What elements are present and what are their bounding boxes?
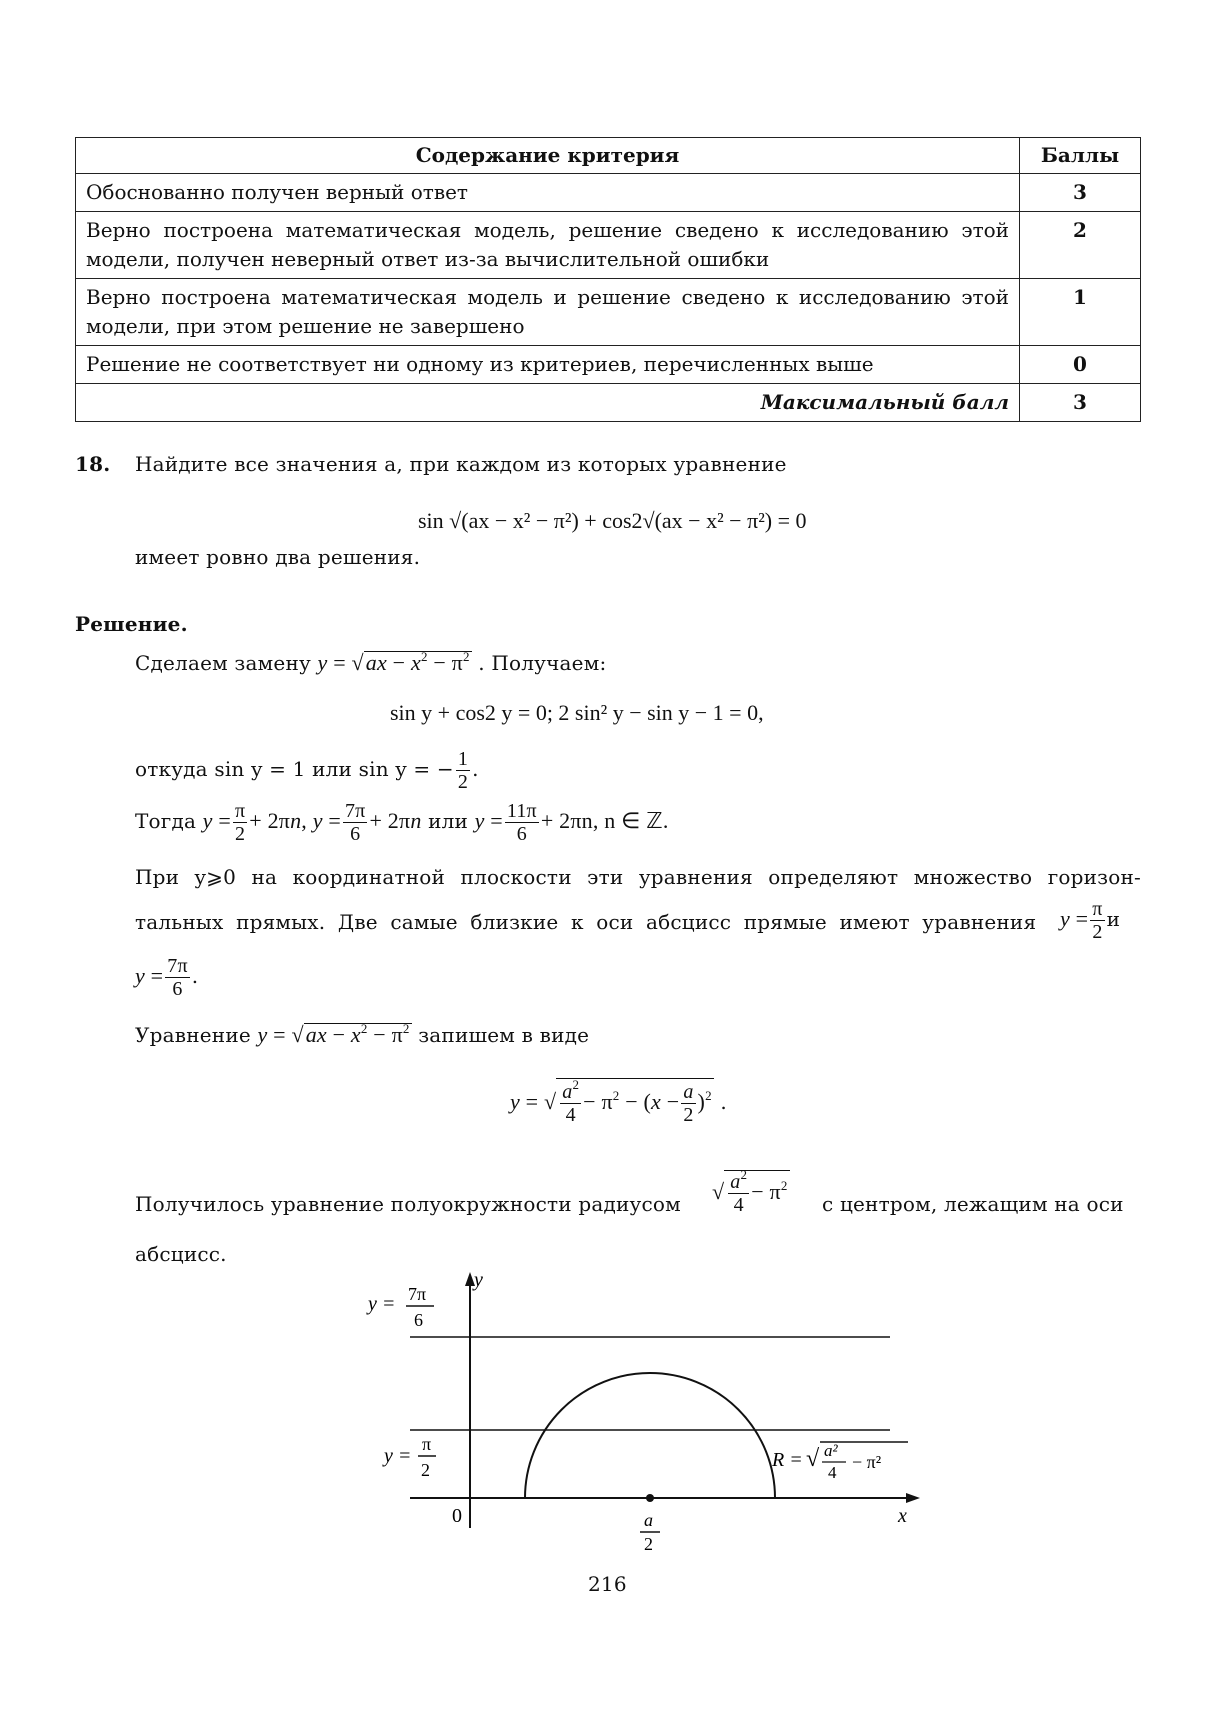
svg-text:− π²: − π² [852,1452,882,1472]
max-score-label: Максимальный балл [76,384,1020,422]
rewrite-text: запишем в виде [418,1023,590,1047]
solution-line-6 [135,910,1036,934]
solution-line-10-end: с центром, лежащим на оси [822,1192,1124,1216]
low-line-label: y = [384,1445,412,1467]
solution-line-2: sin y + cos2 y = 0; 2 sin² y − sin y − 1 = 0, [390,700,764,725]
page-number: 216 [588,1572,627,1596]
line-eq-pi-half: y = $\frac{\pi}{2}$ и [1060,898,1121,943]
x-axis-arrow [906,1493,920,1503]
semicircle [525,1373,775,1498]
table-row [76,346,1141,384]
solution-line-9: y = √ $\frac{a^2}{4}$ − $\pi^2 - (x$ − $\frac{a}{2}$ )$^2$ . [510,1077,727,1126]
table-header-row [76,138,1141,174]
problem-number: 18. [75,452,111,476]
solution-line-1: Сделаем замену $y = √ax - x^2 - \pi^2$ . Получаем: [135,649,607,675]
solution-line-5: При y⩾0 на координатной плоскости эти уравнения определяют множество горизон- [135,865,1141,889]
center-den: 2 [644,1534,653,1550]
low-line-den: 2 [421,1460,430,1480]
substitution-tail: . Получаем: [478,651,607,675]
lines-text: тальных прямых. Две самые близкие к оси абсцисс прямые имеют уравнения [135,910,1037,934]
radius-label: R = [772,1449,803,1471]
solution-heading: Решение. [75,612,188,636]
criterion-text: Верно построена математическая модель и решение сведено к исследованию этой модели, при этом решение не завершено [76,279,1020,346]
or-text: или [428,809,469,833]
top-line-den: 6 [414,1310,423,1330]
table-max-row [76,384,1141,422]
table-row [76,279,1141,346]
period-text: + 2πn, n ∈ ℤ. [540,808,669,833]
solution-line-4: Тогда y = $\frac{\pi}{2}$ + 2πn, y = $\frac{7\pi}{6}$ + 2πn или y = $\frac{11\pi}{6}$ + 2πn, n ∈ ℤ. [135,800,669,845]
center-num: a [644,1510,653,1530]
solution-line-8: Уравнение $y = √ax - x^2 - \pi^2$ запишем в виде [135,1021,590,1047]
svg-text:4: 4 [828,1463,837,1482]
top-line-label: y = [368,1293,396,1315]
radius-expression: √ $\frac{a^2}{4}$ − $\pi^2$ [712,1167,788,1216]
problem-statement-end: имеет ровно два решения. [135,545,421,569]
top-line-num: 7π [408,1284,427,1304]
origin-label: 0 [452,1505,462,1527]
solution-line-10 [135,1192,681,1216]
solution-line-7: y = $\frac{7\pi}{6}$ . [135,955,199,1000]
svg-text:√: √ [806,1446,820,1472]
table-row [76,174,1141,212]
problem-equation [418,508,807,534]
table-row [76,212,1141,279]
x-axis-label: x [898,1505,907,1527]
then-text: Тогда [135,809,197,833]
equation-right: + cos2√(ax − x² − π²) = 0 [584,508,807,533]
criterion-points: 2 [1020,212,1141,279]
solution-line-11: абсцисс. [135,1242,227,1266]
and-text: и [1106,907,1121,931]
solution-line-3: откуда sin y = 1 или sin y = − $\frac{1}{2}$ . [135,748,479,793]
sin-values-text: откуда sin y = 1 или sin y = − [135,757,454,781]
semicircle-text: Получилось уравнение полуокружности радиусом [135,1192,681,1216]
semicircle-figure [360,1270,920,1550]
criterion-points: 3 [1020,174,1141,212]
svg-text:a²: a² [824,1441,838,1460]
low-line-num: π [422,1434,432,1454]
y-axis-label: y [474,1270,483,1291]
substitution-text: Сделаем замену [135,651,311,675]
criterion-points: 1 [1020,279,1141,346]
criterion-text: Решение не соответствует ни одному из критериев, перечисленных выше [76,346,1020,384]
header-points: Баллы [1020,138,1141,174]
max-score-points: 3 [1020,384,1141,422]
criterion-text: Верно построена математическая модель, решение сведено к исследованию этой модели, получен неверный ответ из-за вычислительной ошибки [76,212,1020,279]
header-criteria: Содержание критерия [76,138,1020,174]
center-point [646,1494,654,1502]
criteria-table [75,137,1141,422]
criterion-points: 0 [1020,346,1141,384]
equation-left: sin √(ax − x² − π²) [418,508,579,533]
problem-statement: Найдите все значения a, при каждом из которых уравнение [135,452,787,476]
criterion-text: Обоснованно получен верный ответ [76,174,1020,212]
equation-word: Уравнение [135,1023,251,1047]
